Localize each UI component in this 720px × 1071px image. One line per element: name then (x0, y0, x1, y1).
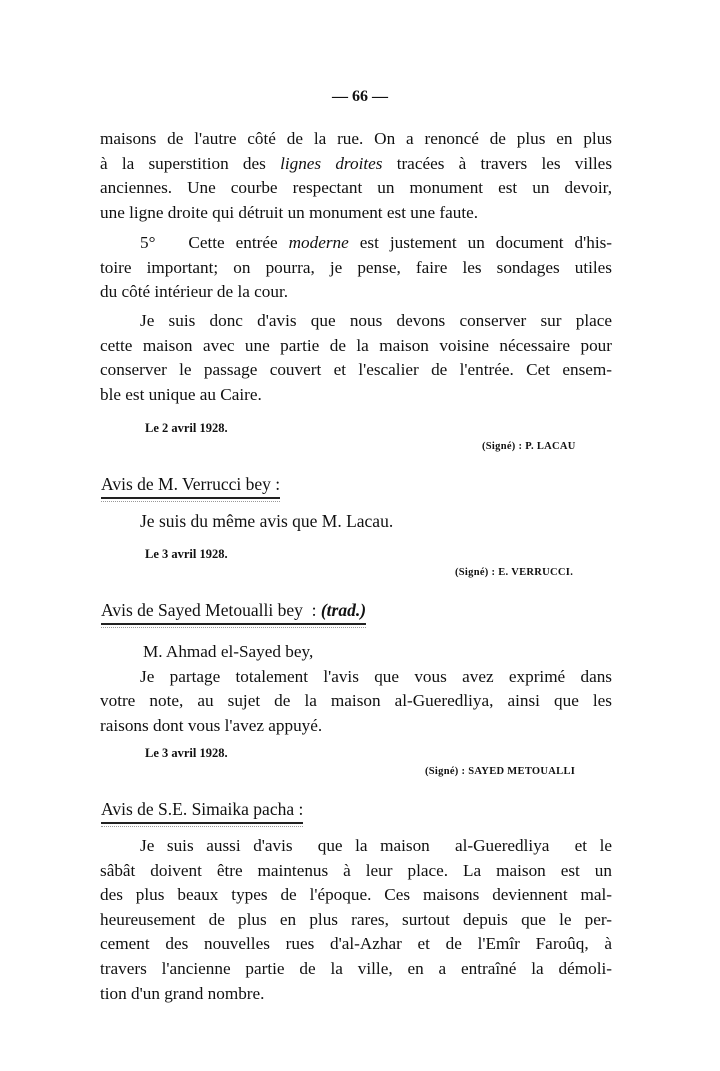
paragraph-simaika (100, 834, 612, 1006)
text-line: toire important; on pourra, je pense, faire les sondages utiles (100, 257, 612, 277)
text-line: raisons dont vous l'avez appuyé. (100, 715, 323, 735)
paragraph-streets (100, 127, 612, 225)
heading-metoualli (101, 600, 366, 625)
text-line: des plus beaux types de l'époque. Ces maisons deviennent mal- (100, 885, 612, 905)
heading-simaika: Avis de S.E. Simaika pacha : (101, 799, 303, 824)
date-verrucci: Le 3 avril 1928. (145, 547, 228, 561)
page-number: — 66 — (332, 88, 388, 105)
date-lacau: Le 2 avril 1928. (145, 421, 228, 435)
signature-verrucci: (Signé) : E. VERRUCCI. (455, 567, 574, 578)
text-line (100, 231, 612, 256)
text-line: conserver le passage couvert et l'escalier de l'entrée. Cet ensem- (100, 360, 612, 380)
italic-term: moderne (288, 233, 349, 252)
paragraph-entrance (100, 231, 612, 305)
text-line: votre note, au sujet de la maison al-Gueredliya, ainsi que les (100, 691, 612, 711)
text-line: travers l'ancienne partie de la ville, en a entraîné la démoli- (100, 958, 612, 978)
paragraph-conclusion (100, 309, 612, 407)
text-verrucci: Je suis du même avis que M. Lacau. (140, 511, 394, 531)
text-line: anciennes. Une courbe respectant un monument est un devoir, (100, 178, 612, 198)
text-span: est justement un document d'his- (359, 233, 613, 252)
text-line (100, 152, 612, 177)
text-line: ble est unique au Caire. (100, 384, 262, 404)
salutation: M. Ahmad el-Sayed bey, (143, 642, 314, 661)
text-span: à la superstition des (100, 153, 266, 173)
paragraph-metoualli (100, 640, 612, 738)
text-line: Je suis donc d'avis que nous devons conserver sur place (140, 311, 612, 330)
text-span: 5° Cette entrée (140, 233, 278, 252)
text-line: Je partage totalement l'avis que vous avez exprimé dans (140, 666, 612, 686)
text-line: Je suis aussi d'avis que la maison al-Gueredliya et le (140, 836, 612, 855)
heading-text: Avis de Sayed Metoualli bey : (101, 600, 317, 620)
text-line: une ligne droite qui détruit un monument est une faute. (100, 202, 479, 222)
text-line: cement des nouvelles rues d'al-Azhar et de l'Emîr Faroûq, à (100, 934, 612, 954)
text-line: cette maison avec une partie de la maison voisine nécessaire pour (100, 335, 612, 355)
text-span: tracées à travers les villes (396, 153, 613, 173)
heading-note: (trad.) (320, 600, 367, 620)
signature-lacau: (Signé) : P. LACAU (482, 441, 576, 452)
text-line: maisons de l'autre côté de la rue. On a renoncé de plus en plus (100, 129, 612, 148)
italic-term: lignes droites (280, 153, 383, 173)
text-line: heureusement de plus en plus rares, surtout depuis que le per- (100, 909, 612, 929)
text-line: sâbât doivent être maintenus à leur place. La maison est un (100, 860, 612, 880)
text-line: tion d'un grand nombre. (100, 983, 265, 1003)
date-metoualli: Le 3 avril 1928. (145, 746, 228, 760)
text-line: du côté intérieur de la cour. (100, 282, 289, 302)
signature-metoualli: (Signé) : SAYED METOUALLI (425, 766, 576, 777)
heading-verrucci: Avis de M. Verrucci bey : (101, 474, 280, 499)
